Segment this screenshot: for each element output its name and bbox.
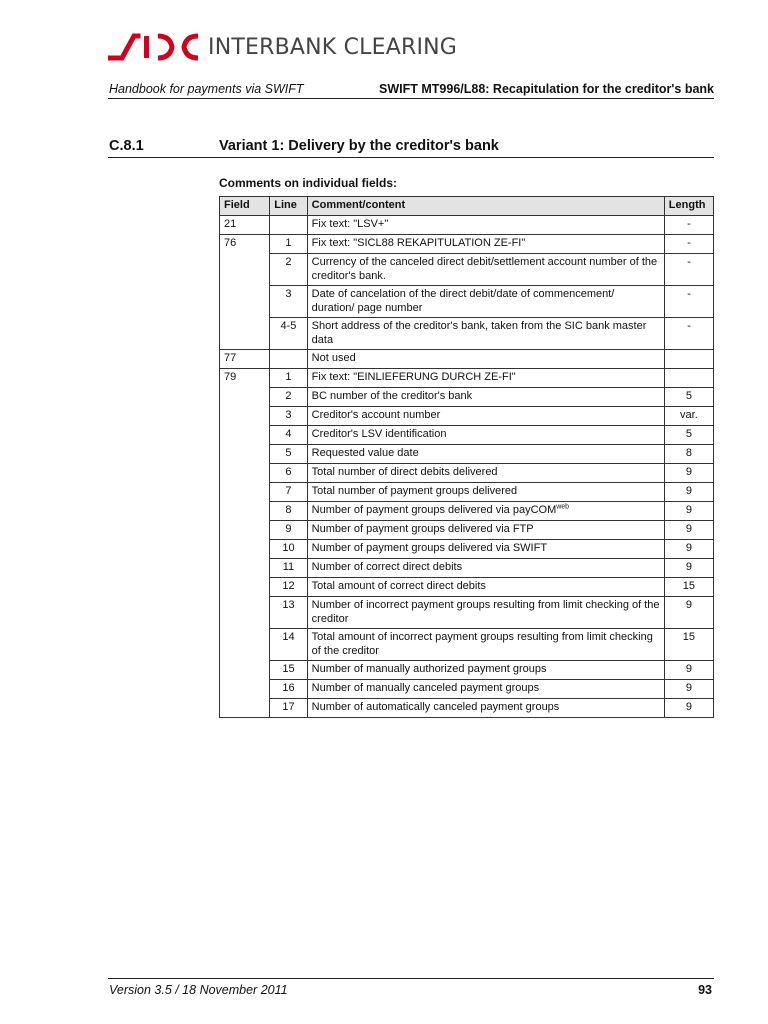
cell-comment xyxy=(307,318,664,350)
header-line: Line xyxy=(270,197,307,216)
table-row xyxy=(220,318,714,350)
comment-text: Number of incorrect payment groups resulting from limit checking of the creditor xyxy=(311,599,660,625)
cell-comment xyxy=(307,254,664,286)
section-title: Variant 1: Delivery by the creditor's bank xyxy=(219,138,499,154)
cell-line xyxy=(270,216,307,235)
table-row xyxy=(220,661,714,680)
table-row xyxy=(220,445,714,464)
table-row xyxy=(220,680,714,699)
table-header-row xyxy=(220,197,714,216)
comment-text: Number of manually canceled payment groups xyxy=(311,682,540,694)
table-row xyxy=(220,559,714,578)
table-row xyxy=(220,464,714,483)
comment-text: Short address of the creditor's bank, taken from the SIC bank master data xyxy=(311,320,647,346)
comment-text: Number of payment groups delivered via FTP xyxy=(311,523,534,535)
table-row xyxy=(220,578,714,597)
cell-line: 4-5 xyxy=(270,318,307,350)
table-row xyxy=(220,254,714,286)
cell-comment xyxy=(307,629,664,661)
brand-name: INTERBANK CLEARING xyxy=(208,34,458,60)
cell-length: 9 xyxy=(664,483,713,502)
six-logo xyxy=(108,30,457,64)
comment-text: Requested value date xyxy=(311,447,419,459)
table-caption: Comments on individual fields: xyxy=(219,176,398,190)
comment-text: Total number of direct debits delivered xyxy=(311,466,498,478)
cell-length: - xyxy=(664,318,713,350)
table-row xyxy=(220,216,714,235)
cell-line: 3 xyxy=(270,407,307,426)
cell-line xyxy=(270,350,307,369)
cell-line: 4 xyxy=(270,426,307,445)
cell-line: 8 xyxy=(270,502,307,521)
cell-line: 2 xyxy=(270,388,307,407)
table-row xyxy=(220,540,714,559)
table-row xyxy=(220,369,714,388)
comment-text: Fix text: "SICL88 REKAPITULATION ZE-FI" xyxy=(311,237,526,249)
comment-text: Fix text: "EINLIEFERUNG DURCH ZE-FI" xyxy=(311,371,516,383)
cell-length: 9 xyxy=(664,661,713,680)
cell-comment xyxy=(307,445,664,464)
cell-length: 9 xyxy=(664,559,713,578)
header-divider xyxy=(108,98,714,99)
table-row xyxy=(220,286,714,318)
comment-text: Fix text: "LSV+" xyxy=(311,218,389,230)
comment-text: Number of manually authorized payment groups xyxy=(311,663,547,675)
comment-text: Total amount of incorrect payment groups resulting from limit checking of the creditor xyxy=(311,631,653,657)
cell-comment xyxy=(307,426,664,445)
cell-comment xyxy=(307,540,664,559)
cell-comment xyxy=(307,699,664,718)
cell-line: 7 xyxy=(270,483,307,502)
table-row xyxy=(220,502,714,521)
cell-length: - xyxy=(664,254,713,286)
cell-line: 12 xyxy=(270,578,307,597)
cell-line: 13 xyxy=(270,597,307,629)
cell-line: 9 xyxy=(270,521,307,540)
table-row xyxy=(220,699,714,718)
table-row xyxy=(220,597,714,629)
cell-line: 5 xyxy=(270,445,307,464)
cell-comment xyxy=(307,388,664,407)
cell-length: - xyxy=(664,235,713,254)
comment-text: Total amount of correct direct debits xyxy=(311,580,486,592)
comment-text: Creditor's account number xyxy=(311,409,441,421)
cell-length: 9 xyxy=(664,597,713,629)
cell-comment xyxy=(307,216,664,235)
cell-comment xyxy=(307,521,664,540)
comment-text: Currency of the canceled direct debit/settlement account number of the creditor's bank. xyxy=(311,256,658,282)
header-left-text: Handbook for payments via SWIFT xyxy=(109,82,304,96)
cell-comment xyxy=(307,235,664,254)
cell-field: 21 xyxy=(220,216,270,235)
cell-comment xyxy=(307,369,664,388)
running-header xyxy=(109,82,714,96)
cell-length: 9 xyxy=(664,540,713,559)
header-right-text: SWIFT MT996/L88: Recapitulation for the creditor's bank xyxy=(379,82,714,96)
cell-comment xyxy=(307,407,664,426)
table-row xyxy=(220,388,714,407)
header-field: Field xyxy=(220,197,270,216)
cell-line: 6 xyxy=(270,464,307,483)
comment-superscript: web xyxy=(556,503,570,511)
cell-line: 11 xyxy=(270,559,307,578)
cell-length: 9 xyxy=(664,699,713,718)
table-row xyxy=(220,235,714,254)
cell-comment xyxy=(307,680,664,699)
cell-comment xyxy=(307,464,664,483)
fields-table xyxy=(219,196,714,718)
table-body xyxy=(220,216,714,718)
cell-field: 79 xyxy=(220,369,270,718)
cell-length: 9 xyxy=(664,680,713,699)
cell-length: 15 xyxy=(664,578,713,597)
cell-length: 9 xyxy=(664,521,713,540)
comment-text: Number of payment groups delivered via payCOM xyxy=(311,504,557,516)
cell-comment xyxy=(307,597,664,629)
footer-version: Version 3.5 / 18 November 2011 xyxy=(109,983,288,997)
cell-line: 16 xyxy=(270,680,307,699)
cell-comment xyxy=(307,483,664,502)
cell-length: 8 xyxy=(664,445,713,464)
header-comment: Comment/content xyxy=(307,197,664,216)
table-row xyxy=(220,426,714,445)
comment-text: Creditor's LSV identification xyxy=(311,428,447,440)
six-logo-icon xyxy=(108,32,200,62)
section-divider xyxy=(108,157,714,158)
cell-length: - xyxy=(664,286,713,318)
cell-length: 5 xyxy=(664,426,713,445)
cell-line: 1 xyxy=(270,369,307,388)
cell-field: 76 xyxy=(220,235,270,350)
cell-field: 77 xyxy=(220,350,270,369)
cell-length: var. xyxy=(664,407,713,426)
cell-comment xyxy=(307,578,664,597)
cell-line: 17 xyxy=(270,699,307,718)
cell-line: 10 xyxy=(270,540,307,559)
cell-comment xyxy=(307,559,664,578)
comment-text: Date of cancelation of the direct debit/date of commencement/ duration/ page number xyxy=(311,288,615,314)
table-row xyxy=(220,407,714,426)
cell-length: 9 xyxy=(664,464,713,483)
comment-text: Number of payment groups delivered via SWIFT xyxy=(311,542,548,554)
cell-comment xyxy=(307,661,664,680)
table-row xyxy=(220,521,714,540)
table-row xyxy=(220,483,714,502)
cell-comment xyxy=(307,350,664,369)
comment-text: Total number of payment groups delivered xyxy=(311,485,518,497)
comment-text: Not used xyxy=(311,352,356,364)
comment-text: Number of automatically canceled payment groups xyxy=(311,701,560,713)
cell-line: 15 xyxy=(270,661,307,680)
cell-line: 14 xyxy=(270,629,307,661)
footer-divider xyxy=(108,978,714,979)
cell-length: 15 xyxy=(664,629,713,661)
cell-comment xyxy=(307,502,664,521)
section-number: C.8.1 xyxy=(109,138,144,154)
header-length: Length xyxy=(664,197,713,216)
cell-length: 5 xyxy=(664,388,713,407)
cell-length xyxy=(664,369,713,388)
comment-text: Number of correct direct debits xyxy=(311,561,463,573)
comment-text: BC number of the creditor's bank xyxy=(311,390,473,402)
cell-line: 3 xyxy=(270,286,307,318)
table-row xyxy=(220,629,714,661)
table-row xyxy=(220,350,714,369)
cell-length: 9 xyxy=(664,502,713,521)
cell-length xyxy=(664,350,713,369)
cell-line: 2 xyxy=(270,254,307,286)
page-number: 93 xyxy=(698,983,712,997)
cell-comment xyxy=(307,286,664,318)
cell-line: 1 xyxy=(270,235,307,254)
cell-length: - xyxy=(664,216,713,235)
